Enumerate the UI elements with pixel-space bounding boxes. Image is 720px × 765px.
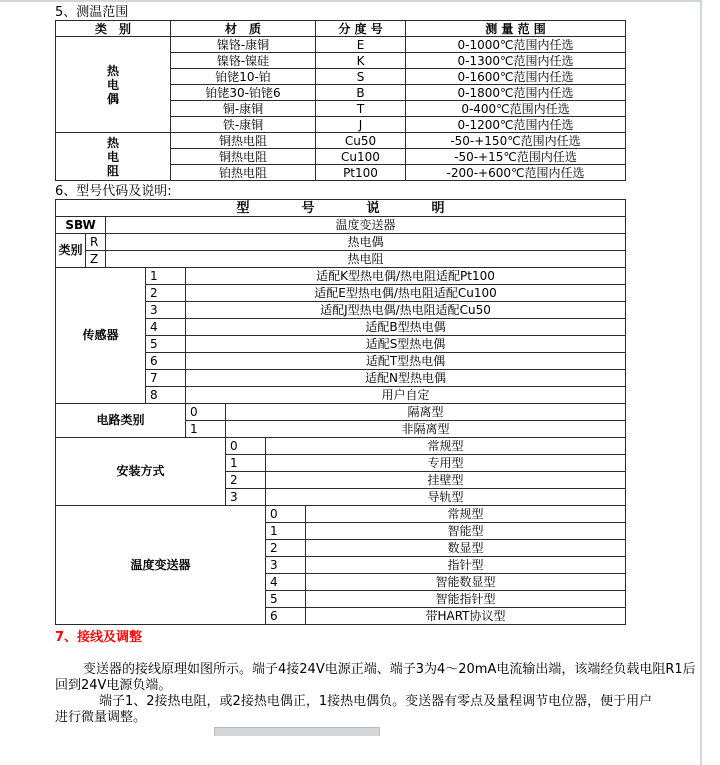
material-cell: 铂铑10-铂	[171, 69, 316, 85]
model-desc-cell: 非隔离型	[226, 421, 626, 438]
model-code-cell: 2	[266, 540, 306, 557]
range-cell: 0-1600℃范围内任选	[406, 69, 626, 85]
model-code-cell: R	[86, 234, 106, 251]
wiring-paragraph-line: 端子1、2接热电阻，或2接热电偶正，1接热电偶负。变送器有零点及量程调节电位器，便于用户	[99, 694, 653, 709]
graduation-cell: Cu100	[316, 149, 406, 165]
material-cell: 铂热电阻	[171, 165, 316, 181]
range-cell: -200-+600℃范围内任选	[406, 165, 626, 181]
model-desc-cell: 智能数显型	[306, 574, 626, 591]
material-cell: 镍铬-康铜	[171, 37, 316, 53]
model-code-cell: 2	[146, 285, 186, 302]
model-table	[55, 199, 626, 625]
measure-header-category: 类 别	[56, 21, 171, 37]
graduation-cell: Pt100	[316, 165, 406, 181]
measure-table	[55, 20, 626, 181]
model-desc-cell: 适配B型热电偶	[186, 319, 626, 336]
wiring-paragraph-line: 进行微量调整。	[55, 710, 147, 725]
range-cell: 0-1200℃范围内任选	[406, 117, 626, 133]
model-code-cell: 5	[266, 591, 306, 608]
model-code-cell: 1	[186, 421, 226, 438]
model-table-row	[56, 404, 626, 421]
wiring-diagram-image-partial	[214, 727, 380, 736]
model-code-cell: 3	[226, 489, 266, 506]
wiring-paragraphs	[55, 662, 700, 726]
model-code-cell: 1	[266, 523, 306, 540]
model-table-header: 型 号 说 明	[56, 200, 626, 217]
graduation-cell: J	[316, 117, 406, 133]
model-table-row	[56, 506, 626, 523]
range-cell: -50-+15℃范围内任选	[406, 149, 626, 165]
material-cell: 铂铑30-铂铑6	[171, 85, 316, 101]
model-code-cell: 2	[226, 472, 266, 489]
model-header-row	[56, 200, 626, 217]
model-table-row	[56, 268, 626, 285]
model-code-cell: 6	[266, 608, 306, 625]
material-cell: 铜热电阻	[171, 149, 316, 165]
model-desc-cell: 适配S型热电偶	[186, 336, 626, 353]
model-desc-cell: 挂壁型	[266, 472, 626, 489]
section-7-heading: 7、接线及调整	[55, 630, 143, 645]
model-group-label: 温度变送器	[56, 506, 266, 625]
measure-group-label: 热 电 阻	[56, 133, 171, 181]
measure-table-row	[56, 133, 626, 149]
model-desc-cell: 隔离型	[226, 404, 626, 421]
measure-table-row	[56, 37, 626, 53]
model-desc-cell: 适配N型热电偶	[186, 370, 626, 387]
model-desc-cell: 温度变送器	[106, 217, 626, 234]
model-group-label: 电路类别	[56, 404, 186, 438]
model-table-row	[56, 438, 626, 455]
range-cell: 0-400℃范围内任选	[406, 101, 626, 117]
measure-header-graduation: 分 度 号	[316, 21, 406, 37]
model-desc-cell: 热电阻	[106, 251, 626, 268]
range-cell: 0-1000℃范围内任选	[406, 37, 626, 53]
model-code-cell: 4	[146, 319, 186, 336]
model-code-cell: 4	[266, 574, 306, 591]
wiring-paragraph-line: 回到24V电源负端。	[55, 678, 172, 693]
range-cell: 0-1300℃范围内任选	[406, 53, 626, 69]
graduation-cell: Cu50	[316, 133, 406, 149]
model-desc-cell: 常规型	[266, 438, 626, 455]
wiring-paragraph-line: 变送器的接线原理如图所示。端子4接24V电源正端、端子3为4～20mA电流输出端，该端经负载电阻R1后	[83, 662, 696, 677]
model-desc-cell: 适配J型热电偶/热电阻适配Cu50	[186, 302, 626, 319]
model-code-cell: 7	[146, 370, 186, 387]
model-desc-cell: 数显型	[306, 540, 626, 557]
graduation-cell: S	[316, 69, 406, 85]
section-6-heading: 6、型号代码及说明:	[55, 184, 172, 199]
section-5-heading: 5、测温范围	[55, 5, 129, 20]
model-code-cell: 3	[266, 557, 306, 574]
measure-header-material: 材 质	[171, 21, 316, 37]
measure-table-body	[56, 37, 626, 181]
model-desc-cell: 专用型	[266, 455, 626, 472]
model-desc-cell: 智能指针型	[306, 591, 626, 608]
model-group-label: 安装方式	[56, 438, 226, 506]
model-desc-cell: 智能型	[306, 523, 626, 540]
measure-header-row	[56, 21, 626, 37]
graduation-cell: K	[316, 53, 406, 69]
model-desc-cell: 适配K型热电偶/热电阻适配Pt100	[186, 268, 626, 285]
model-desc-cell: 常规型	[306, 506, 626, 523]
model-code-cell: 8	[146, 387, 186, 404]
model-desc-cell: 适配T型热电偶	[186, 353, 626, 370]
document-content	[0, 2, 700, 736]
model-desc-cell: 带HART协议型	[306, 608, 626, 625]
model-table-row	[56, 234, 626, 251]
graduation-cell: B	[316, 85, 406, 101]
model-code-cell: 6	[146, 353, 186, 370]
range-cell: 0-1800℃范围内任选	[406, 85, 626, 101]
material-cell: 铁-康铜	[171, 117, 316, 133]
range-cell: -50-+150℃范围内任选	[406, 133, 626, 149]
model-code-cell: 5	[146, 336, 186, 353]
model-group-label: SBW	[56, 217, 106, 234]
model-code-cell: 0	[226, 438, 266, 455]
model-code-cell: 1	[146, 268, 186, 285]
model-group-label: 传感器	[56, 268, 146, 404]
model-desc-cell: 热电偶	[106, 234, 626, 251]
model-desc-cell: 适配E型热电偶/热电阻适配Cu100	[186, 285, 626, 302]
model-code-cell: 0	[266, 506, 306, 523]
material-cell: 铜-康铜	[171, 101, 316, 117]
measure-header-range: 测 量 范 围	[406, 21, 626, 37]
model-desc-cell: 用户自定	[186, 387, 626, 404]
material-cell: 铜热电阻	[171, 133, 316, 149]
model-code-cell: 0	[186, 404, 226, 421]
graduation-cell: T	[316, 101, 406, 117]
model-code-cell: 3	[146, 302, 186, 319]
model-table-body	[56, 217, 626, 625]
model-code-cell: 1	[226, 455, 266, 472]
model-desc-cell: 导轨型	[266, 489, 626, 506]
model-table-row	[56, 217, 626, 234]
model-table-row	[56, 251, 626, 268]
model-code-cell: Z	[86, 251, 106, 268]
graduation-cell: E	[316, 37, 406, 53]
model-desc-cell: 指针型	[306, 557, 626, 574]
model-group-label: 类别	[56, 234, 86, 268]
material-cell: 镍铬-镍硅	[171, 53, 316, 69]
measure-group-label: 热 电 偶	[56, 37, 171, 133]
